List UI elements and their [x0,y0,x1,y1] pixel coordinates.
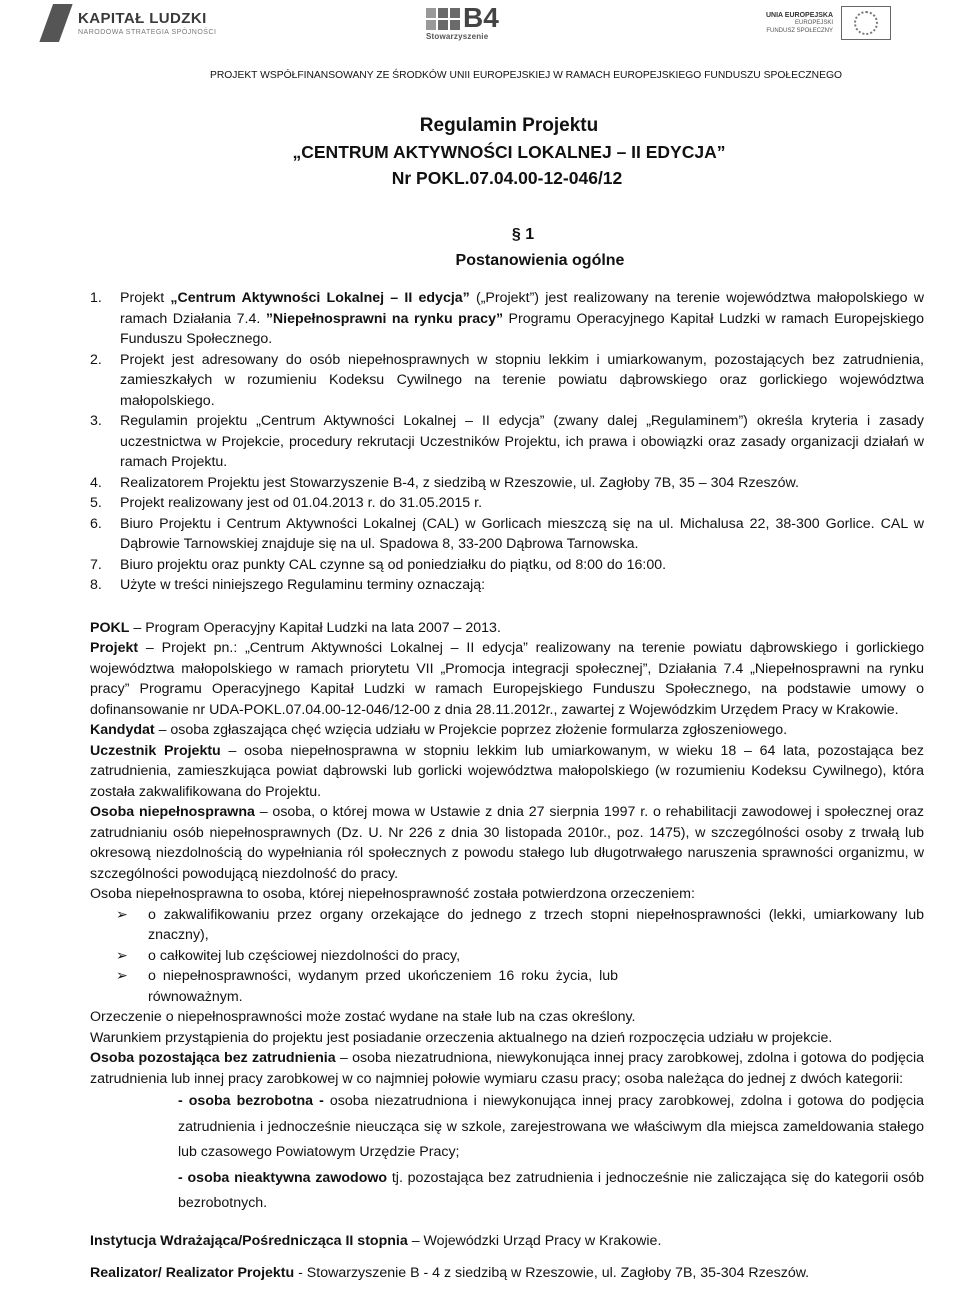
arrow-bullet-icon: ➢ [116,906,128,923]
definition-term: Instytucja Wdrażająca/Pośrednicząca II stopnia [90,1232,408,1249]
b4-logo-text: B4 [463,2,499,33]
list-item-text: Projekt realizowany jest od 01.04.2013 r. do 31.05.2015 r. [120,495,483,511]
definition-realizator [90,1263,924,1284]
list-item-number: 7. [90,556,102,573]
kapital-ludzki-mark-icon [39,4,72,42]
title-line-1: Regulamin Projektu [419,115,599,136]
definition-term: Kandydat [90,722,155,738]
eu-logo-line1: UNIA EUROPEJSKA [766,11,834,19]
list-item [90,555,924,576]
definition-term: Projekt [90,640,139,656]
list-item-text: Realizatorem Projektu jest Stowarzyszenie B-4, z siedzibą w Rzeszowie, ul. Zagłoby 7B, 35 – 304 Rzeszów. [120,474,799,491]
list-item [90,288,924,350]
list-item-text: Programu Operacyjnego Kapitał Ludzki w ramach Europejskiego Funduszu Społecznego. [120,310,924,347]
kapital-ludzki-subtitle: NARODOWA STRATEGIA SPÓJNOŚCI [78,29,217,36]
bullet-text: o niepełnosprawności, wydanym przed ukończeniem 16 roku życia, lub równoważnym. [148,968,618,1005]
project-name: „Centrum Aktywności Lokalnej – II edycja” [170,290,470,306]
title-line-3: Nr POKL.07.04.00-12-046/12 [391,168,623,188]
list-item-text: Użyte w treści niniejszego Regulaminu terminy oznaczają: [120,577,486,593]
eu-logo-line3: FUNDUSZ SPOŁECZNY [766,27,834,34]
kapital-ludzki-logo [42,4,216,42]
section-name: Postanowienia ogólne [455,252,625,269]
list-item-text: Biuro Projektu i Centrum Aktywności Lokalnej (CAL) w Gorlicach mieszczą się na ul. Michalusa 22, 38-300 Gorlice. CAL w Dąbrowie Tarnowskiej znajduje się na ul. Spadowa 8, 33-200 Dąbrowa Tarnowska. [120,515,924,552]
list-item-number: 5. [90,495,102,511]
definition-text: tj. pozostająca bez zatrudnienia i jednocześnie nie zaliczająca się do kategorii osób bezrobotnych. [178,1169,924,1211]
list-item [90,575,924,596]
list-item-number: 1. [90,290,102,306]
definition-pokl [90,618,924,639]
definition-text: - Stowarzyszenie B - 4 z siedzibą w Rzeszowie, ul. Zagłoby 7B, 35-304 Rzeszów. [294,1265,810,1281]
eu-logo-line2: EUROPEJSKI [795,19,834,26]
definition-nieaktywna [90,1166,924,1217]
list-item [90,411,924,473]
section-heading [0,222,960,274]
bullet-text: o całkowitej lub częściowej niezdolności do pracy, [148,947,461,964]
definition-term: Uczestnik Projektu [90,742,221,759]
bullet-text: o zakwalifikowaniu przez organy orzekające do jednego z trzech stopni niepełnosprawności (lekki, umiarkowany lub znaczny), [148,906,924,943]
definition-instytucja [90,1231,924,1252]
list-item-text: („Projekt”) jest realizowany na terenie województwa małopolskiego w ramach Działania 7.4. [120,290,924,327]
list-item-text: Regulamin projektu „Centrum Aktywności Lokalnej – II edycja” (zwany dalej „Regulaminem”) określa kryteria i zasady uczestnictwa w Projekcie, procedury rekrutacji Uczestników Projektu, ich prawa i obowiązki oraz zasady organizacji działań w ramach Projektu. [120,413,924,470]
list-item [90,905,924,946]
list-item-number: 8. [90,577,102,593]
action-name: ”Niepełnosprawni na rynku pracy” [265,310,504,327]
list-item [90,493,924,514]
list-item-text: Projekt jest adresowany do osób niepełnosprawnych w stopniu lekkim i umiarkowanym, pozostających bez zatrudnienia, zamieszkałych w rozumieniu Kodeksu Cywilnego na terenie powiatu dąbrowskiego oraz gorlickiego województwa małopolskiego. [120,351,924,409]
list-item [90,966,924,1007]
definition-term: Osoba niepełnosprawna [90,804,255,820]
definition-text: – osoba zgłaszająca chęć wzięcia udziału w Projekcie poprzez złożenie formularza zgłoszeniowego. [154,722,788,738]
list-item-number: 3. [90,413,102,429]
definition-osoba-niepelnosprawna [90,802,924,884]
definition-text: – Program Operacyjny Kapitał Ludzki na lata 2007 – 2013. [129,619,501,636]
definition-text: – osoba niezatrudniona, niewykonująca innej pracy zarobkowej, zdolna i gotowa do podjęcia zatrudnienia lub innej pracy zarobkowej w co najmniej połowie wymiaru czasu pracy; osoba należąca do jednej z dwóch kategorii: [90,1050,924,1087]
project-cofinancing-line: PROJEKT WSPÓŁFINANSOWANY ZE ŚRODKÓW UNII EUROPEJSKIEJ W RAMACH EUROPEJSKIEGO FUNDUSZU SPOŁECZNEGO [209,70,842,81]
definition-term: Realizator/ Realizator Projektu [90,1265,295,1281]
section-number: § 1 [511,226,535,243]
list-item [90,946,924,967]
list-item-text: Projekt [120,290,171,306]
eu-logo [766,6,891,40]
list-item-number: 4. [90,474,102,491]
definition-term: - osoba nieaktywna zawodowo [178,1169,388,1186]
list-item [90,473,924,494]
list-item-number: 2. [90,351,102,368]
arrow-bullet-icon: ➢ [116,947,128,964]
b4-logo [426,2,499,41]
list-item [90,514,924,555]
arrow-bullet-icon: ➢ [116,968,128,984]
definition-osoba-pozostajaca [90,1048,924,1089]
document-body [90,288,924,1284]
definition-term: - osoba bezrobotna - [178,1093,324,1109]
definition-text: osoba niezatrudniona i niewykonująca innej pracy zarobkowej, zdolna i gotowa do podjęcia zatrudnienia i jednocześnie nieucząca się w szkole, zarejestrowana we właściwym dla miejsca zameldowania stałego lub czasowego Powiatowym Urzędzie Pracy; [178,1093,924,1160]
definition-term: Osoba pozostająca bez zatrudnienia [90,1050,336,1066]
b4-blocks-icon [426,8,460,30]
definition-projekt [90,638,924,720]
definition-term: POKL [90,619,130,636]
list-item-number: 6. [90,515,102,532]
kapital-ludzki-title: KAPITAŁ LUDZKI [78,10,207,27]
list-item [90,350,924,412]
document-title [0,113,960,191]
definition-text: – Projekt pn.: „Centrum Aktywności Lokalnej – II edycja” realizowany na terenie powiatu dąbrowskiego i gorlickiego województwa małopolskiego w ramach priorytetu VII „Promocja integracji społecznej”, Działania 7.4 „Niepełnosprawni na rynku pracy” Programu Operacyjnego Kapitał Ludzki w ramach Europejskiego Funduszu Społecznego, na podstawie umowy o dofinansowanie nr UDA-POKL.07.04.00-12-046/12-00 z dnia 28.11.2012r., zawartej z Wojewódzkim Urzędem Pracy w Krakowie. [90,640,924,718]
eu-flag-icon [841,6,891,40]
orzeczenie-note: Orzeczenie o niepełnosprawności może zostać wydane na stałe lub na czas określony. [90,1009,636,1025]
definition-continuation: Osoba niepełnosprawna to osoba, której niepełnosprawność została potwierdzona orzeczeniem: [90,886,695,902]
definition-text: – osoba niepełnosprawna w stopniu lekkim lub umiarkowanym, w wieku 18 – 64 lata, pozostająca bez zatrudnienia, zamieszkująca powiat dąbrowski lub gorlicki województwa małopolskiego (w rozumieniu Kodeksu Cywilnego), która została zakwalifikowana do Projektu. [90,742,924,800]
b4-logo-subtitle: Stowarzyszenie [426,32,489,41]
title-line-2: „CENTRUM AKTYWNOŚCI LOKALNEJ – II EDYCJA” [292,142,726,162]
definition-bezrobotna [90,1089,924,1166]
definition-text: – Wojewódzki Urząd Pracy w Krakowie. [407,1232,662,1249]
list-item-text: Biuro projektu oraz punkty CAL czynne są od poniedziałku do piątku, od 8:00 do 16:00. [120,556,667,573]
definition-kandydat [90,720,924,741]
warunek-note: Warunkiem przystąpienia do projektu jest posiadanie orzeczenia aktualnego na dzień rozpoczęcia udziału w projekcie. [90,1029,833,1046]
definition-text: – osoba, o której mowa w Ustawie z dnia 27 sierpnia 1997 r. o rehabilitacji zawodowej i społecznej oraz zatrudnianiu osób niepełnosprawnych (Dz. U. Nr 226 z dnia 30 listopada 2010r., poz. 1475), w szczególności osoby z trwałą lub okresową niezdolnością do wypełniania ról społecznych z powodu stałego lub długotrwałego naruszenia sprawności organizmu, w szczególności powodującą niezdolność do pracy. [90,804,924,882]
definition-uczestnik [90,741,924,803]
